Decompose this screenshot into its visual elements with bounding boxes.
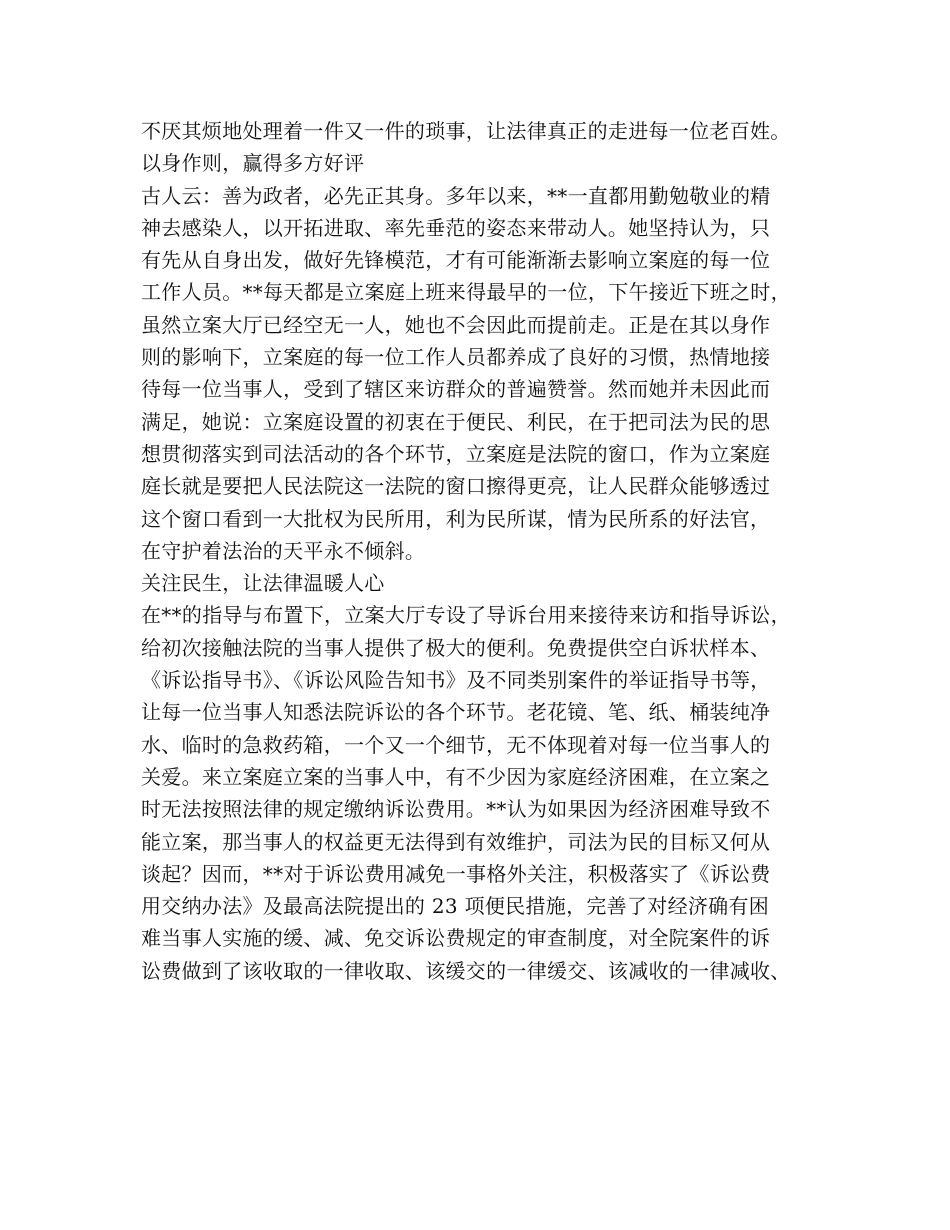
document-body <box>141 115 841 987</box>
text-line: 给初次接触法院的当事人提供了极大的便利。免费提供空白诉状样本、 <box>141 635 771 660</box>
text-line: 能立案，那当事人的权益更无法得到有效维护，司法为民的目标又何从 <box>141 829 771 854</box>
text-line: 这个窗口看到一大批权为民所用，利为民所谋，情为民所系的好法官， <box>141 506 771 531</box>
text-line: 水、临时的急救药箱，一个又一个细节，无不体现着对每一位当事人的 <box>141 732 771 757</box>
text-line: 谈起？因而，**对于诉讼费用减免一事格外关注，积极落实了《诉讼费 <box>141 861 771 886</box>
text-line: 庭长就是要把人民法院这一法院的窗口擦得更亮，让人民群众能够透过 <box>141 474 771 499</box>
section-heading: 关注民生，让法律温暖人心 <box>141 571 385 596</box>
text-line: 古人云：善为政者，必先正其身。多年以来，**一直都用勤勉敬业的精 <box>141 183 771 208</box>
text-line: 神去感染人，以开拓进取、率先垂范的姿态来带动人。她坚持认为，只 <box>141 215 771 240</box>
text-line: 在**的指导与布置下，立案大厅专设了导诉台用来接待来访和指导诉讼， <box>141 603 791 628</box>
text-line: 关爱。来立案庭立案的当事人中，有不少因为家庭经济困难，在立案之 <box>141 764 771 789</box>
text-line: 让每一位当事人知悉法院诉讼的各个环节。老花镜、笔、纸、桶装纯净 <box>141 700 771 725</box>
text-line: 时无法按照法律的规定缴纳诉讼费用。**认为如果因为经济困难导致不 <box>141 797 771 822</box>
text-line: 《诉讼指导书》、《诉讼风险告知书》及不同类别案件的举证指导书等， <box>141 668 771 693</box>
text-line: 工作人员。**每天都是立案庭上班来得最早的一位，下午接近下班之时， <box>141 280 791 305</box>
text-line: 有先从自身出发，做好先锋模范，才有可能渐渐去影响立案庭的每一位 <box>141 248 771 273</box>
text-line: 待每一位当事人，受到了辖区来访群众的普遍赞誉。然而她并未因此而 <box>141 377 771 402</box>
text-line: 则的影响下，立案庭的每一位工作人员都养成了良好的习惯，热情地接 <box>141 345 771 370</box>
text-line: 难当事人实施的缓、减、免交诉讼费规定的审查制度，对全院案件的诉 <box>141 926 771 951</box>
text-line: 满足，她说：立案庭设置的初衷在于便民、利民，在于把司法为民的思 <box>141 409 771 434</box>
text-line: 不厌其烦地处理着一件又一件的琐事，让法律真正的走进每一位老百姓。 <box>141 119 791 143</box>
text-line: 想贯彻落实到司法活动的各个环节，立案庭是法院的窗口，作为立案庭 <box>141 441 771 466</box>
text-line: 讼费做到了该收取的一律收取、该缓交的一律缓交、该减收的一律减收、 <box>141 958 791 983</box>
text-line: 虽然立案大厅已经空无一人，她也不会因此而提前走。正是在其以身作 <box>141 312 771 337</box>
section-heading: 以身作则，赢得多方好评 <box>141 151 365 176</box>
text-line: 用交纳办法》及最高法院提出的 23 项便民措施，完善了对经济确有困 <box>141 894 770 919</box>
text-line: 在守护着法治的天平永不倾斜。 <box>141 538 426 563</box>
